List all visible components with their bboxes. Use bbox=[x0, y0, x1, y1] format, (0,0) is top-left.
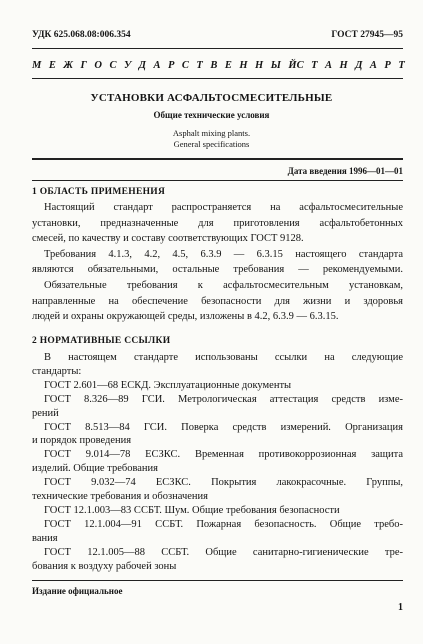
banner-letter: Т bbox=[311, 60, 318, 71]
title-rule bbox=[32, 158, 403, 160]
date-rule bbox=[32, 180, 403, 181]
body-text-line: изделий. Общие требования bbox=[32, 463, 158, 475]
official-edition-note: Издание официальное bbox=[32, 586, 123, 596]
body-text-line: технические требования и обозначения bbox=[32, 491, 208, 502]
banner-letter: Ы bbox=[270, 60, 281, 71]
body-text-line: являются обязательными, остальные требования — рекомендуемыми. bbox=[32, 264, 403, 276]
banner-letter: О bbox=[94, 60, 102, 71]
body-text-line: ГОСТ 12.1.003—83 ССБТ. Шум. Общие требования безопасности bbox=[44, 504, 340, 516]
banner-letter: Т bbox=[196, 60, 203, 71]
banner-letter: Н bbox=[255, 60, 264, 71]
body-text-line: людей и охраны окружающей среды, изложены в 4.2, 6.3.9 — 6.3.15. bbox=[32, 311, 339, 323]
banner-letter: А bbox=[153, 60, 161, 71]
banner-letter: М bbox=[32, 60, 42, 71]
interstate-standard-banner bbox=[32, 60, 403, 71]
banner-letter: Н bbox=[239, 60, 248, 71]
banner-letter: Д bbox=[138, 60, 146, 71]
banner-letter: С bbox=[109, 60, 117, 71]
banner-letter: У bbox=[123, 60, 132, 71]
banner-word-standard bbox=[297, 60, 405, 71]
body-text-line: рений bbox=[32, 407, 59, 419]
gost-number: ГОСТ 27945—95 bbox=[331, 30, 403, 40]
banner-letter: С bbox=[181, 60, 189, 71]
body-text-line: ГОСТ 12.1.004—91 ССБТ. Пожарная безопасность. Общие требо- bbox=[44, 518, 403, 530]
header-rule bbox=[32, 48, 403, 49]
body-text-line: ГОСТ 8.326—89 ГСИ. Метрологическая аттестация средств изме- bbox=[44, 393, 403, 405]
body-text-line: направленные на обеспечение безопасности для жизни и здоровья bbox=[32, 295, 403, 307]
body-text-line: Настоящий стандарт распространяется на асфальтосмесительные bbox=[44, 202, 403, 213]
banner-letter: А bbox=[369, 60, 377, 71]
body-text-line: и порядок проведения bbox=[32, 435, 132, 447]
document-title: УСТАНОВКИ АСФАЛЬТОСМЕСИТЕЛЬНЫЕ bbox=[90, 92, 333, 104]
body-text-line: ГОСТ 9.014—78 ЕСЗКС. Временная противокоррозионная защита bbox=[44, 449, 403, 461]
banner-letter: Т bbox=[398, 60, 405, 71]
body-text-line: ГОСТ 12.1.005—88 ССБТ. Общие санитарно-гигиенические тре- bbox=[44, 546, 403, 558]
banner-letter: А bbox=[325, 60, 333, 71]
banner-letter: С bbox=[296, 60, 304, 71]
body-text-line: ГОСТ 8.513—84 ГСИ. Поверка средств измерений. Организация bbox=[44, 421, 403, 433]
banner-letter: Г bbox=[80, 60, 87, 71]
banner-letter: Е bbox=[48, 60, 56, 71]
udk-code: УДК 625.068.08:006.354 bbox=[32, 30, 131, 40]
body-text-line: бования к воздуху рабочей зоны bbox=[32, 560, 177, 572]
banner-letter: Ж bbox=[63, 60, 73, 71]
banner-word-interstate bbox=[32, 60, 297, 71]
body-text-line: Требования 4.1.3, 4.2, 4.5, 6.3.9 — 6.3.15 настоящего стандарта bbox=[44, 248, 403, 260]
body-text-line: В настоящем стандарте использованы ссылки на следующие bbox=[44, 352, 403, 363]
banner-letter: Р bbox=[384, 60, 391, 71]
body-text-line: стандарты: bbox=[32, 365, 82, 377]
body-text-line: ГОСТ 9.032—74 ЕСЗКС. Покрытия лакокрасочные. Группы, bbox=[44, 477, 403, 489]
english-subtitle: General specifications bbox=[173, 139, 250, 149]
body-text-line: смесей, по качеству и составу соответствующих ГОСТ 9128. bbox=[32, 233, 304, 245]
english-title: Asphalt mixing plants. bbox=[172, 128, 251, 138]
section-1-heading: 1 ОБЛАСТЬ ПРИМЕНЕНИЯ bbox=[32, 187, 166, 197]
introduction-date: Дата введения 1996—01—01 bbox=[287, 166, 403, 176]
body-text-line: вания bbox=[32, 532, 58, 544]
body-text-line: ГОСТ 2.601—68 ЕСКД. Эксплуатационные документы bbox=[44, 379, 292, 391]
page-number: 1 bbox=[398, 602, 403, 613]
body-text-line: установки, предназначенные для приготовления асфальтобетонных bbox=[32, 217, 403, 229]
banner-letter: Е bbox=[224, 60, 232, 71]
section-2-heading: 2 НОРМАТИВНЫЕ ССЫЛКИ bbox=[32, 336, 171, 346]
body-text-line: Обязательные требования к асфальтосмесительным установкам, bbox=[44, 280, 403, 291]
banner-letter: Р bbox=[167, 60, 175, 71]
banner-letter: Д bbox=[355, 60, 363, 71]
document-subtitle: Общие технические условия bbox=[153, 110, 270, 120]
footer-rule bbox=[32, 580, 403, 581]
banner-letter: Н bbox=[339, 60, 348, 71]
banner-rule bbox=[32, 78, 403, 79]
banner-letter: Й bbox=[288, 60, 297, 71]
banner-letter: В bbox=[210, 60, 218, 71]
